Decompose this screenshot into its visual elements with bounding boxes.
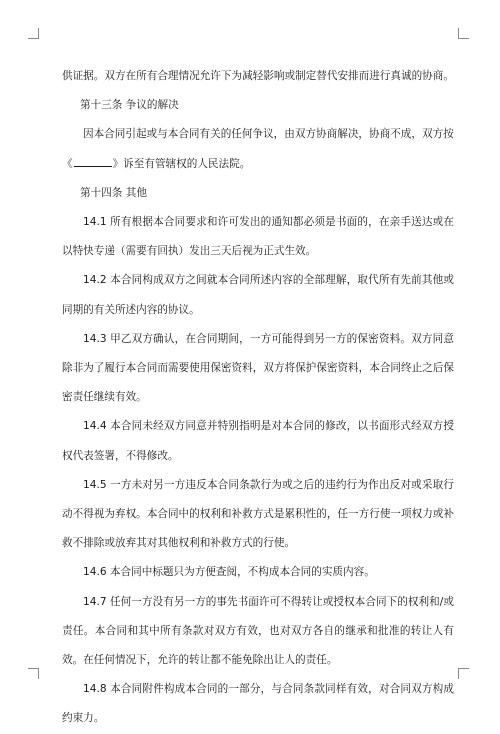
paragraph-continuation: 供证据。双方在所有合理情况允许下为减轻影响或制定替代安排而进行真诚的协商。 (62, 70, 454, 82)
clause-14-2: 14.2 本合同构成双方之间就本合同所述内容的全部理解，取代所有先前其他或同期的有关所述内容的协议。 (62, 274, 454, 316)
article-13-court-line (62, 150, 454, 179)
clause-14-3: 14.3 甲乙双方确认，在合同期间，一方可能得到另一方的保密资料。双方同意除非为了履行本合同而需要使用保密资料，双方将保护保密资料，本合同终止之后保密责任继续有效。 (62, 332, 454, 404)
court-line-suffix: 》诉至有管辖权的人民法院。 (112, 157, 251, 170)
crop-mark-bottom-right (458, 668, 469, 679)
court-name-blank[interactable] (74, 165, 112, 167)
document-body (62, 62, 454, 734)
crop-mark-bottom-left (28, 668, 39, 679)
clause-14-8: 14.8 本合同附件构成本合同的一部分，与合同条款同样有效，对合同双方构成约束力。 (62, 683, 454, 725)
crop-mark-top-right (458, 28, 469, 39)
court-line-prefix: 《 (62, 157, 73, 170)
clause-14-7: 14.7 任何一方没有另一方的事先书面许可不得转让或授权本合同下的权利和/或责任。本合同和其中所有条款对双方有效，也对双方各自的继承和批准的转让人有效。在任何情况下，允许的转让都不能免除出让人的责任。 (62, 595, 454, 667)
clause-14-4: 14.4 本合同未经双方同意并特别指明是对本合同的修改，以书面形式经双方授权代表签署，不得修改。 (62, 420, 454, 462)
article-13-heading: 第十三条 争议的解决 (80, 99, 179, 112)
clause-14-1: 14.1 所有根据本合同要求和许可发出的通知都必须是书面的，在亲手送达或在以特快专递（需要有回执）发出三天后视为正式生效。 (62, 216, 454, 258)
crop-mark-top-left (28, 28, 39, 39)
article-14-heading: 第十四条 其他 (80, 186, 147, 199)
clause-14-6: 14.6 本合同中标题只为方便查阅，不构成本合同的实质内容。 (83, 566, 375, 579)
clause-14-5: 14.5 一方未对另一方违反本合同条款行为或之后的违约行为作出反对或采取行动不得视为弃权。本合同中的权利和补救方式是累积性的，任一方行使一项权力或补救不排除或放弃其对其他权利和补救方式的行使。 (62, 478, 454, 550)
article-13-body: 因本合同引起或与本合同有关的任何争议，由双方协商解决，协商不成，双方按 (83, 128, 454, 141)
